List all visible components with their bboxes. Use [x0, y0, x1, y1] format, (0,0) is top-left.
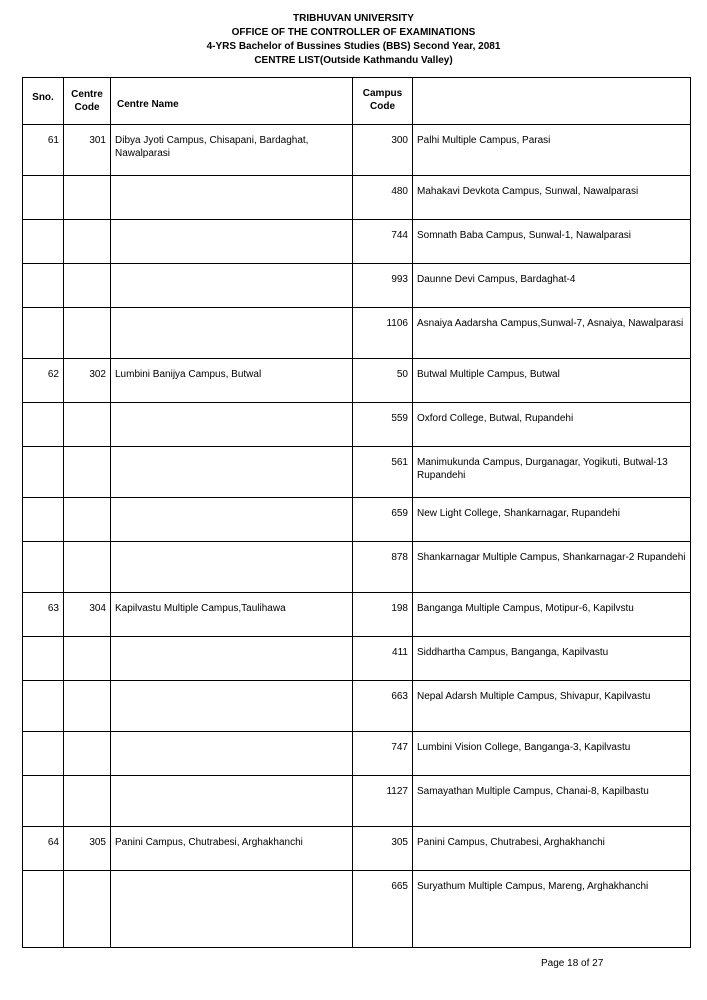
row-centre-name-cell [111, 681, 353, 732]
row-campus-code: 561 [391, 457, 408, 468]
row-centre-name: Kapilvastu Multiple Campus,Taulihawa [115, 603, 286, 614]
row-campus-code-cell [353, 447, 413, 498]
row-centre-code-cell [64, 732, 111, 776]
row-campus-code-cell [353, 308, 413, 359]
table-row [23, 871, 691, 948]
row-sno-cell [23, 447, 64, 498]
row-campus-name: Nepal Adarsh Multiple Campus, Shivapur, Kapilvastu [417, 691, 651, 702]
row-campus-name: Banganga Multiple Campus, Motipur-6, Kapilvstu [417, 603, 634, 614]
row-centre-code [64, 176, 110, 185]
row-centre-name-cell [111, 732, 353, 776]
row-campus-name: Mahakavi Devkota Campus, Sunwal, Nawalparasi [417, 186, 639, 197]
row-centre-name [111, 681, 352, 690]
row-centre-name-cell [111, 542, 353, 593]
row-centre-code-cell [64, 220, 111, 264]
row-sno [23, 264, 63, 273]
row-sno: 61 [47, 135, 59, 146]
row-campus-name-cell [413, 264, 691, 308]
row-sno-cell [23, 125, 64, 176]
row-campus-name-cell [413, 176, 691, 220]
row-centre-name-cell [111, 403, 353, 447]
row-centre-code: 301 [89, 135, 106, 146]
row-campus-code: 1106 [386, 318, 408, 329]
row-campus-code-cell [353, 359, 413, 403]
table-header-row [23, 78, 691, 125]
row-centre-name: Lumbini Banijya Campus, Butwal [115, 369, 262, 380]
row-sno [23, 542, 63, 551]
row-campus-code: 665 [391, 881, 408, 892]
row-sno-cell [23, 498, 64, 542]
row-centre-code-cell [64, 498, 111, 542]
row-centre-code-cell [64, 681, 111, 732]
row-campus-name-cell [413, 732, 691, 776]
row-campus-name-cell [413, 220, 691, 264]
row-centre-code-cell [64, 776, 111, 827]
row-centre-code-cell [64, 176, 111, 220]
row-campus-name: Samayathan Multiple Campus, Chanai-8, Kapilbastu [417, 786, 649, 797]
row-centre-name-cell [111, 593, 353, 637]
row-sno [23, 308, 63, 317]
table-row [23, 447, 691, 498]
row-sno-cell [23, 732, 64, 776]
row-campus-code: 744 [391, 230, 408, 241]
row-centre-name-cell [111, 447, 353, 498]
row-centre-name [111, 176, 352, 185]
row-centre-code [64, 637, 110, 646]
row-campus-code-cell [353, 637, 413, 681]
row-campus-name-cell [413, 871, 691, 948]
row-sno-cell [23, 681, 64, 732]
row-centre-name [111, 220, 352, 229]
list-title: CENTRE LIST(Outside Kathmandu Valley) [254, 55, 453, 66]
table-body [23, 125, 691, 948]
row-centre-code [64, 403, 110, 412]
row-centre-code [64, 220, 110, 229]
row-centre-name-cell [111, 220, 353, 264]
row-centre-name [111, 498, 352, 507]
column-header-campus-name [413, 78, 691, 125]
row-centre-code: 302 [89, 369, 106, 380]
row-campus-code-cell [353, 871, 413, 948]
row-campus-name: Asnaiya Aadarsha Campus,Sunwal-7, Asnaiya, Nawalparasi [417, 318, 684, 329]
row-campus-code: 300 [391, 135, 408, 146]
table-row [23, 542, 691, 593]
row-centre-name-cell [111, 498, 353, 542]
row-campus-name-cell [413, 447, 691, 498]
row-centre-name-cell [111, 176, 353, 220]
row-sno [23, 176, 63, 185]
row-sno [23, 732, 63, 741]
row-centre-code [64, 498, 110, 507]
row-campus-code: 878 [391, 552, 408, 563]
row-campus-name: Palhi Multiple Campus, Parasi [417, 135, 551, 146]
row-centre-name [111, 871, 352, 880]
row-sno-cell [23, 542, 64, 593]
row-campus-name: Suryathum Multiple Campus, Mareng, Arghakhanchi [417, 881, 649, 892]
row-centre-code: 305 [89, 837, 106, 848]
row-centre-code-cell [64, 871, 111, 948]
row-campus-name-cell [413, 593, 691, 637]
table-row [23, 681, 691, 732]
row-centre-name [111, 776, 352, 785]
table-row [23, 125, 691, 176]
row-campus-code-cell [353, 125, 413, 176]
row-campus-name-cell [413, 637, 691, 681]
row-campus-name-cell [413, 542, 691, 593]
row-centre-name: Panini Campus, Chutrabesi, Arghakhanchi [115, 837, 303, 848]
table-row [23, 176, 691, 220]
row-campus-name-cell [413, 359, 691, 403]
table-row [23, 220, 691, 264]
row-centre-name [111, 403, 352, 412]
row-centre-name-cell [111, 827, 353, 871]
row-centre-code [64, 308, 110, 317]
row-campus-code-cell [353, 542, 413, 593]
row-centre-name [111, 264, 352, 273]
row-sno [23, 776, 63, 785]
row-campus-name-cell [413, 681, 691, 732]
row-campus-name: Butwal Multiple Campus, Butwal [417, 369, 560, 380]
table-row [23, 498, 691, 542]
row-campus-code-cell [353, 732, 413, 776]
row-centre-code-cell [64, 593, 111, 637]
row-sno-cell [23, 827, 64, 871]
row-campus-name: Lumbini Vision College, Banganga-3, Kapilvastu [417, 742, 631, 753]
row-sno-cell [23, 176, 64, 220]
row-campus-name: Shankarnagar Multiple Campus, Shankarnagar-2 Rupandehi [417, 552, 686, 563]
row-campus-code: 411 [392, 647, 408, 658]
table-row [23, 732, 691, 776]
row-sno [23, 871, 63, 880]
table-row [23, 264, 691, 308]
row-campus-code: 659 [391, 508, 408, 519]
column-header-centre-name-label: Centre Name [117, 98, 179, 110]
row-centre-name [111, 637, 352, 646]
row-centre-name-cell [111, 776, 353, 827]
table-row [23, 593, 691, 637]
row-campus-code: 305 [391, 837, 408, 848]
row-campus-name: Daunne Devi Campus, Bardaghat-4 [417, 274, 576, 285]
row-centre-code-cell [64, 308, 111, 359]
row-centre-code-cell [64, 827, 111, 871]
row-campus-name: Oxford College, Butwal, Rupandehi [417, 413, 574, 424]
column-header-campus-code [353, 78, 413, 125]
row-sno-cell [23, 776, 64, 827]
row-campus-code-cell [353, 176, 413, 220]
row-sno: 63 [47, 603, 59, 614]
column-header-centre-code-line1: Centre [71, 89, 103, 100]
row-sno [23, 403, 63, 412]
column-header-centre-code-line2: Code [74, 102, 100, 113]
column-header-centre-code [64, 78, 111, 125]
row-centre-name-cell [111, 637, 353, 681]
row-centre-name-cell [111, 871, 353, 948]
row-campus-name-cell [413, 125, 691, 176]
document-header [0, 12, 707, 68]
table-row [23, 359, 691, 403]
row-campus-code-cell [353, 827, 413, 871]
centre-list-table [22, 77, 691, 948]
row-sno [23, 498, 63, 507]
row-campus-code: 747 [391, 742, 408, 753]
row-centre-code-cell [64, 447, 111, 498]
table-row [23, 308, 691, 359]
row-centre-code [64, 871, 110, 880]
row-centre-code-cell [64, 542, 111, 593]
row-sno [23, 681, 63, 690]
row-sno-cell [23, 593, 64, 637]
row-sno-cell [23, 359, 64, 403]
row-campus-code-cell [353, 220, 413, 264]
row-campus-code: 663 [391, 691, 408, 702]
row-campus-name-cell [413, 403, 691, 447]
row-centre-name [111, 542, 352, 551]
row-centre-name-cell [111, 264, 353, 308]
row-centre-code [64, 732, 110, 741]
row-sno-cell [23, 264, 64, 308]
row-sno: 62 [47, 369, 59, 380]
column-header-sno: Sno. [23, 78, 64, 125]
row-campus-code-cell [353, 403, 413, 447]
row-centre-name-cell [111, 308, 353, 359]
column-header-centre-name [111, 78, 353, 125]
row-campus-name: Somnath Baba Campus, Sunwal-1, Nawalparasi [417, 230, 631, 241]
row-campus-code-cell [353, 264, 413, 308]
column-header-campus-code-line2: Code [370, 101, 395, 112]
row-campus-code: 198 [391, 603, 408, 614]
row-campus-name: New Light College, Shankarnagar, Rupandehi [417, 508, 620, 519]
row-campus-code-cell [353, 498, 413, 542]
row-campus-name-cell [413, 498, 691, 542]
row-centre-code [64, 681, 110, 690]
row-centre-code [64, 542, 110, 551]
row-campus-code: 1127 [386, 786, 408, 797]
row-sno-cell [23, 637, 64, 681]
row-campus-code-cell [353, 681, 413, 732]
row-centre-code-cell [64, 125, 111, 176]
row-campus-name-cell [413, 308, 691, 359]
row-campus-name: Panini Campus, Chutrabesi, Arghakhanchi [417, 837, 605, 848]
page-number: Page 18 of 27 [541, 958, 604, 969]
column-header-campus-code-line1: Campus [362, 88, 403, 99]
row-campus-code: 993 [391, 274, 408, 285]
row-centre-name [111, 447, 352, 456]
row-centre-code-cell [64, 264, 111, 308]
row-sno-cell [23, 403, 64, 447]
row-sno-cell [23, 308, 64, 359]
table-row [23, 637, 691, 681]
row-centre-name-cell [111, 359, 353, 403]
row-campus-code: 50 [396, 369, 408, 380]
row-sno-cell [23, 871, 64, 948]
row-centre-name [111, 732, 352, 741]
row-campus-name-cell [413, 776, 691, 827]
row-campus-name-cell [413, 827, 691, 871]
row-centre-code [64, 776, 110, 785]
row-sno [23, 447, 63, 456]
office-title: OFFICE OF THE CONTROLLER OF EXAMINATIONS [231, 27, 476, 38]
university-title: TRIBHUVAN UNIVERSITY [293, 13, 414, 24]
table-row [23, 827, 691, 871]
row-centre-name: Dibya Jyoti Campus, Chisapani, Bardaghat, Nawalparasi [115, 135, 309, 159]
row-campus-name: Siddhartha Campus, Banganga, Kapilvastu [417, 647, 609, 658]
row-sno-cell [23, 220, 64, 264]
row-centre-code [64, 264, 110, 273]
row-sno: 64 [47, 837, 59, 848]
row-centre-code-cell [64, 359, 111, 403]
table-row [23, 776, 691, 827]
row-centre-code-cell [64, 403, 111, 447]
row-campus-name: Manimukunda Campus, Durganagar, Yogikuti, Butwal-13 Rupandehi [417, 457, 668, 481]
row-centre-code-cell [64, 637, 111, 681]
row-campus-code-cell [353, 776, 413, 827]
row-centre-name-cell [111, 125, 353, 176]
row-campus-code: 480 [391, 186, 408, 197]
row-centre-code [64, 447, 110, 456]
table-row [23, 403, 691, 447]
row-centre-code: 304 [89, 603, 106, 614]
row-centre-name [111, 308, 352, 317]
exam-title: 4-YRS Bachelor of Bussines Studies (BBS) Second Year, 2081 [206, 41, 501, 52]
row-sno [23, 637, 63, 646]
row-campus-code: 559 [391, 413, 408, 424]
row-sno [23, 220, 63, 229]
row-campus-code-cell [353, 593, 413, 637]
